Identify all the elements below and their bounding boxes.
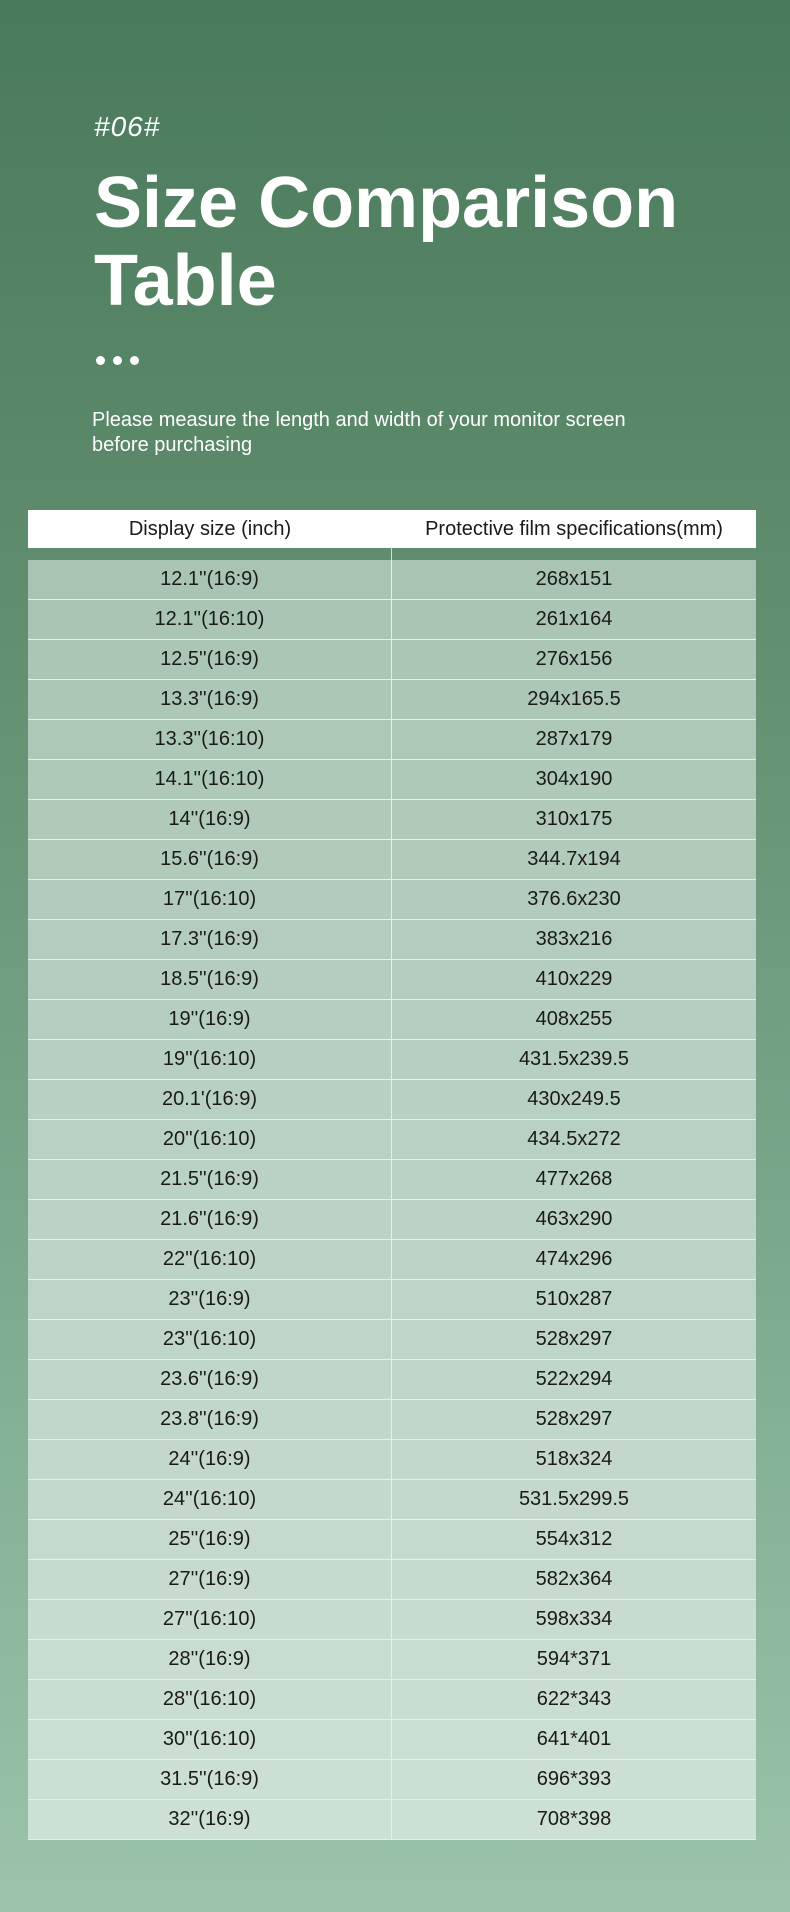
table-row	[28, 960, 756, 1000]
display-size-cell: 31.5''(16:9)	[28, 1760, 392, 1799]
page-title: Size Comparison Table	[94, 163, 679, 321]
size-comparison-table	[28, 510, 756, 1840]
table-row	[28, 1440, 756, 1480]
display-size-cell: 21.6''(16:9)	[28, 1200, 392, 1239]
dot-icon	[130, 356, 139, 365]
table-row	[28, 1720, 756, 1760]
film-spec-cell: 463x290	[535, 1208, 613, 1230]
display-size-cell: 14.1''(16:10)	[28, 760, 392, 799]
film-spec-cell: 531.5x299.5	[518, 1488, 630, 1510]
display-size-cell: 17.3''(16:9)	[28, 920, 392, 959]
display-size-cell: 12.1''(16:9)	[28, 560, 392, 599]
film-spec-cell: 708*398	[536, 1808, 612, 1830]
film-spec-cell: 474x296	[535, 1248, 613, 1270]
table-header	[28, 510, 756, 548]
film-spec-cell: 641*401	[536, 1728, 612, 1750]
film-spec-cell: 410x229	[535, 968, 613, 990]
table-row	[28, 1160, 756, 1200]
film-spec-cell: 554x312	[535, 1528, 613, 1550]
table-row	[28, 840, 756, 880]
header-film-spec: Protective film specifications(mm)	[425, 517, 723, 540]
table-row	[28, 600, 756, 640]
film-spec-cell: 294x165.5	[527, 688, 621, 710]
display-size-cell: 27''(16:10)	[28, 1600, 392, 1639]
film-spec-cell: 522x294	[535, 1368, 613, 1390]
table-row	[28, 1280, 756, 1320]
display-size-cell: 32''(16:9)	[28, 1800, 392, 1839]
film-spec-cell: 430x249.5	[527, 1088, 621, 1110]
table-row	[28, 1360, 756, 1400]
display-size-cell: 12.5''(16:9)	[28, 640, 392, 679]
film-spec-cell: 376.6x230	[527, 888, 621, 910]
display-size-cell: 20.1'(16:9)	[28, 1080, 392, 1119]
display-size-cell: 23.6''(16:9)	[28, 1360, 392, 1399]
film-spec-cell: 594*371	[536, 1648, 612, 1670]
display-size-cell: 20''(16:10)	[28, 1120, 392, 1159]
table-row	[28, 1640, 756, 1680]
film-spec-cell: 528x297	[535, 1408, 613, 1430]
display-size-cell: 24''(16:9)	[28, 1440, 392, 1479]
table-row	[28, 1200, 756, 1240]
section-tag: #06#	[94, 111, 161, 142]
dot-icon	[113, 356, 122, 365]
table-row	[28, 1480, 756, 1520]
display-size-cell: 18.5''(16:9)	[28, 960, 392, 999]
display-size-cell: 14''(16:9)	[28, 800, 392, 839]
table-row	[28, 640, 756, 680]
table-body	[28, 560, 756, 1840]
table-row	[28, 1240, 756, 1280]
display-size-cell: 12.1''(16:10)	[28, 600, 392, 639]
display-size-cell: 13.3''(16:9)	[28, 680, 392, 719]
table-row	[28, 680, 756, 720]
display-size-cell: 28''(16:9)	[28, 1640, 392, 1679]
film-spec-cell: 477x268	[535, 1168, 613, 1190]
table-row	[28, 1520, 756, 1560]
film-spec-cell: 408x255	[535, 1008, 613, 1030]
table-row	[28, 1800, 756, 1840]
table-row	[28, 720, 756, 760]
table-row	[28, 1120, 756, 1160]
display-size-cell: 22''(16:10)	[28, 1240, 392, 1279]
table-row	[28, 1760, 756, 1800]
film-spec-cell: 582x364	[535, 1568, 613, 1590]
film-spec-cell: 518x324	[535, 1448, 613, 1470]
film-spec-cell: 383x216	[535, 928, 613, 950]
film-spec-cell: 528x297	[535, 1328, 613, 1350]
page-subtitle: Please measure the length and width of your monitor screen before purchasing	[92, 409, 626, 456]
display-size-cell: 19''(16:9)	[28, 1000, 392, 1039]
table-row	[28, 1000, 756, 1040]
header-display-size: Display size (inch)	[128, 517, 292, 540]
film-spec-cell: 344.7x194	[527, 848, 621, 870]
film-spec-cell: 510x287	[535, 1288, 613, 1310]
display-size-cell: 25''(16:9)	[28, 1520, 392, 1559]
table-row	[28, 1680, 756, 1720]
display-size-cell: 19''(16:10)	[28, 1040, 392, 1079]
film-spec-cell: 310x175	[535, 808, 613, 830]
display-size-cell: 23.8''(16:9)	[28, 1400, 392, 1439]
display-size-cell: 30''(16:10)	[28, 1720, 392, 1759]
table-row	[28, 1320, 756, 1360]
display-size-cell: 27''(16:9)	[28, 1560, 392, 1599]
display-size-cell: 15.6''(16:9)	[28, 840, 392, 879]
film-spec-cell: 268x151	[535, 568, 613, 590]
display-size-cell: 23''(16:9)	[28, 1280, 392, 1319]
film-spec-cell: 598x334	[535, 1608, 613, 1630]
film-spec-cell: 276x156	[535, 648, 613, 670]
ellipsis-dots	[96, 356, 139, 365]
table-row	[28, 1560, 756, 1600]
band-separator	[28, 548, 392, 560]
table-row	[28, 1400, 756, 1440]
film-spec-cell: 287x179	[535, 728, 613, 750]
table-row	[28, 1080, 756, 1120]
table-row	[28, 1600, 756, 1640]
table-row	[28, 800, 756, 840]
display-size-cell: 24''(16:10)	[28, 1480, 392, 1519]
table-row	[28, 880, 756, 920]
display-size-cell: 17''(16:10)	[28, 880, 392, 919]
header-divider-band	[28, 548, 756, 560]
table-row	[28, 760, 756, 800]
dot-icon	[96, 356, 105, 365]
film-spec-cell: 431.5x239.5	[518, 1048, 630, 1070]
table-row	[28, 1040, 756, 1080]
table-row	[28, 920, 756, 960]
film-spec-cell: 304x190	[535, 768, 613, 790]
display-size-cell: 28''(16:10)	[28, 1680, 392, 1719]
film-spec-cell: 622*343	[536, 1688, 612, 1710]
display-size-cell: 21.5''(16:9)	[28, 1160, 392, 1199]
display-size-cell: 13.3''(16:10)	[28, 720, 392, 759]
table-row	[28, 560, 756, 600]
film-spec-cell: 434.5x272	[527, 1128, 621, 1150]
film-spec-cell: 696*393	[536, 1768, 612, 1790]
display-size-cell: 23''(16:10)	[28, 1320, 392, 1359]
film-spec-cell: 261x164	[535, 608, 613, 630]
